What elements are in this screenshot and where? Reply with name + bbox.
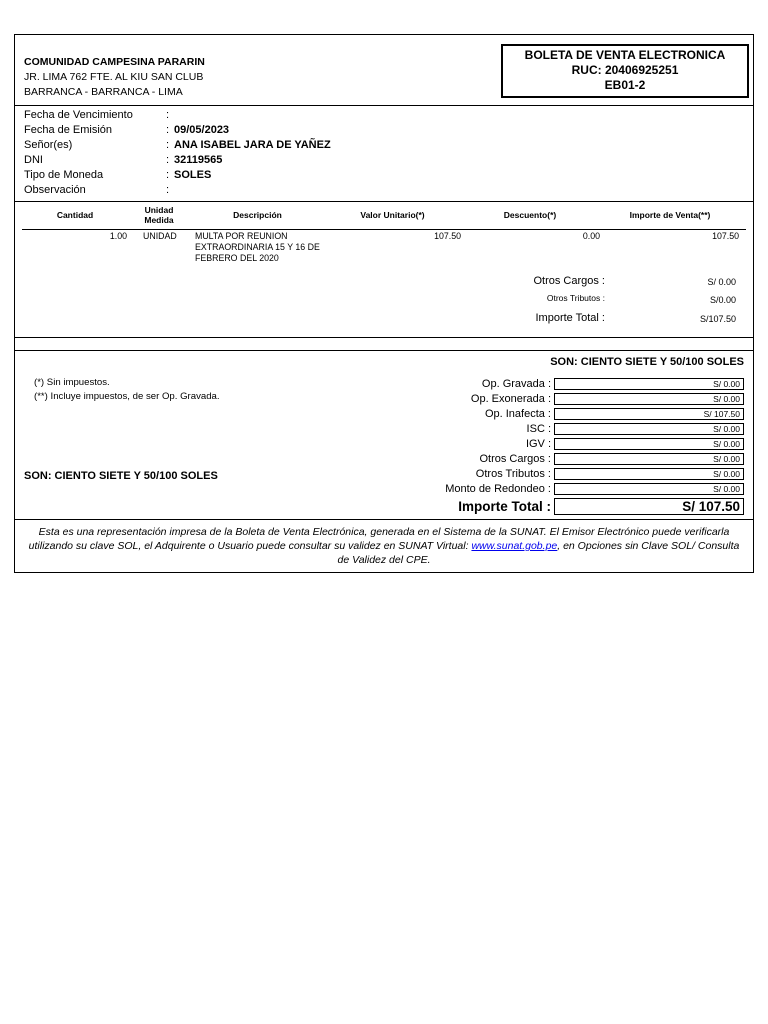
table-otros-tributos-label: Otros Tributos : [546,293,605,303]
table-importe-total-label: Importe Total : [535,312,605,324]
op-total-value: S/ 107.50 [554,498,744,515]
op-value: S/ 0.00 [554,438,744,450]
receipt-title: BOLETA DE VENTA ELECTRONICA [524,48,726,62]
op-label: Op. Inafecta : [484,408,551,420]
info-row-dni: DNI : 32119565 [24,154,223,166]
col-header-importe: Importe de Venta(**) [629,210,711,220]
op-inafecta-row [351,407,740,421]
info-value: 09/05/2023 [174,124,230,136]
info-value: 32119565 [174,154,223,166]
info-label: Fecha de Emisión [24,124,113,136]
op-value: S/ 0.00 [554,468,744,480]
sunat-link[interactable]: www.sunat.gob.pe [471,540,558,552]
op-importe-total-row [351,497,740,516]
note-sin-impuestos: (*) Sin impuestos. [34,377,110,388]
table-otros-cargos-label: Otros Cargos : [533,275,605,287]
notes [34,376,220,404]
op-isc-row [351,422,740,436]
col-header-valor-unitario: Valor Unitario(*) [360,210,425,220]
col-header-cantidad: Cantidad [56,210,94,220]
op-label: Otros Tributos : [475,468,551,480]
op-label: Op. Gravada : [481,378,551,390]
row-cantidad: 1.00 [109,231,127,241]
receipt-id-box [501,44,749,98]
info-label: Observación [24,184,86,196]
op-value: S/ 0.00 [554,483,744,495]
receipt-ruc: RUC: 20406925251 [571,63,679,77]
op-value: S/ 107.50 [554,408,744,420]
amount-in-words-right: SON: CIENTO SIETE Y 50/100 SOLES [550,356,744,368]
op-label: Op. Exonerada : [470,393,551,405]
info-label: Señor(es) [24,139,73,151]
receipt-document [14,34,754,573]
info-row-observacion: Observación : [24,184,170,196]
info-label: Fecha de Vencimiento [24,109,133,121]
op-total-label: Importe Total : [458,499,551,514]
col-header-descuento: Descuento(*) [503,210,557,220]
company-block [24,55,205,100]
op-gravada-row [351,377,740,391]
company-address-1: JR. LIMA 762 FTE. AL KIU SAN CLUB [24,71,204,83]
footer-text-2: , en Opciones sin Clave SOL/ Consulta de Validez del CPE. [337,540,740,566]
note-incluye-impuestos: (**) Incluye impuestos, de ser Op. Gravada. [34,391,220,402]
op-redondeo-row [351,482,740,496]
row-descripcion: MULTA POR REUNION EXTRAORDINARIA 15 Y 16 DE FEBRERO DEL 2020 [195,231,320,263]
op-label: Monto de Redondeo : [445,483,551,495]
customer-info [24,108,331,198]
info-row-emision: Fecha de Emisión : 09/05/2023 [24,124,230,136]
table-importe-total-value: S/107.50 [699,314,736,324]
op-otros-cargos-row [351,452,740,466]
op-value: S/ 0.00 [554,453,744,465]
op-value: S/ 0.00 [554,393,744,405]
op-otros-tributos-row [351,467,740,481]
op-value: S/ 0.00 [554,378,744,390]
info-label: Tipo de Moneda [24,169,104,181]
op-label: Otros Cargos : [479,453,551,465]
info-row-vencimiento: Fecha de Vencimiento : [24,109,170,121]
header-divider [15,105,753,106]
amount-in-words-left: SON: CIENTO SIETE Y 50/100 SOLES [24,470,218,482]
info-row-senor: Señor(es) : ANA ISABEL JARA DE YAÑEZ [24,139,331,151]
receipt-series: EB01-2 [604,78,646,92]
info-value: SOLES [174,169,212,181]
row-importe: 107.50 [712,231,739,241]
op-value: S/ 0.00 [554,423,744,435]
items-table [15,201,753,338]
info-value: ANA ISABEL JARA DE YAÑEZ [174,139,331,151]
col-header-descripcion: Descripción [233,210,282,220]
row-valor-unitario: 107.50 [434,231,461,241]
op-igv-row [351,437,740,451]
row-unidad: UNIDAD [143,231,177,241]
op-exonerada-row [351,392,740,406]
col-header-unidad: Unidad Medida [144,205,174,225]
footer-text-1: Esta es una representación impresa de la Boleta de Venta Electrónica, generada en el Sistema de la SUNAT. El Emisor Electrónico puede verificarla utilizando su clave SOL, el Adquirente o Usuario puede consultar su validez en SUNAT Virtual: [28,526,730,552]
company-name: COMUNIDAD CAMPESINA PARARIN [24,56,205,68]
info-label: DNI [24,154,43,166]
row-descuento: 0.00 [582,231,600,241]
table-otros-cargos-value: S/ 0.00 [707,277,736,287]
footer-disclaimer [25,525,743,567]
table-header-divider [22,229,746,230]
table-otros-tributos-value: S/0.00 [709,295,736,305]
summary-section [15,350,753,520]
info-row-moneda: Tipo de Moneda : SOLES [24,169,212,181]
op-label: IGV : [525,438,551,450]
op-label: ISC : [526,423,551,435]
company-address-2: BARRANCA - BARRANCA - LIMA [24,86,183,98]
